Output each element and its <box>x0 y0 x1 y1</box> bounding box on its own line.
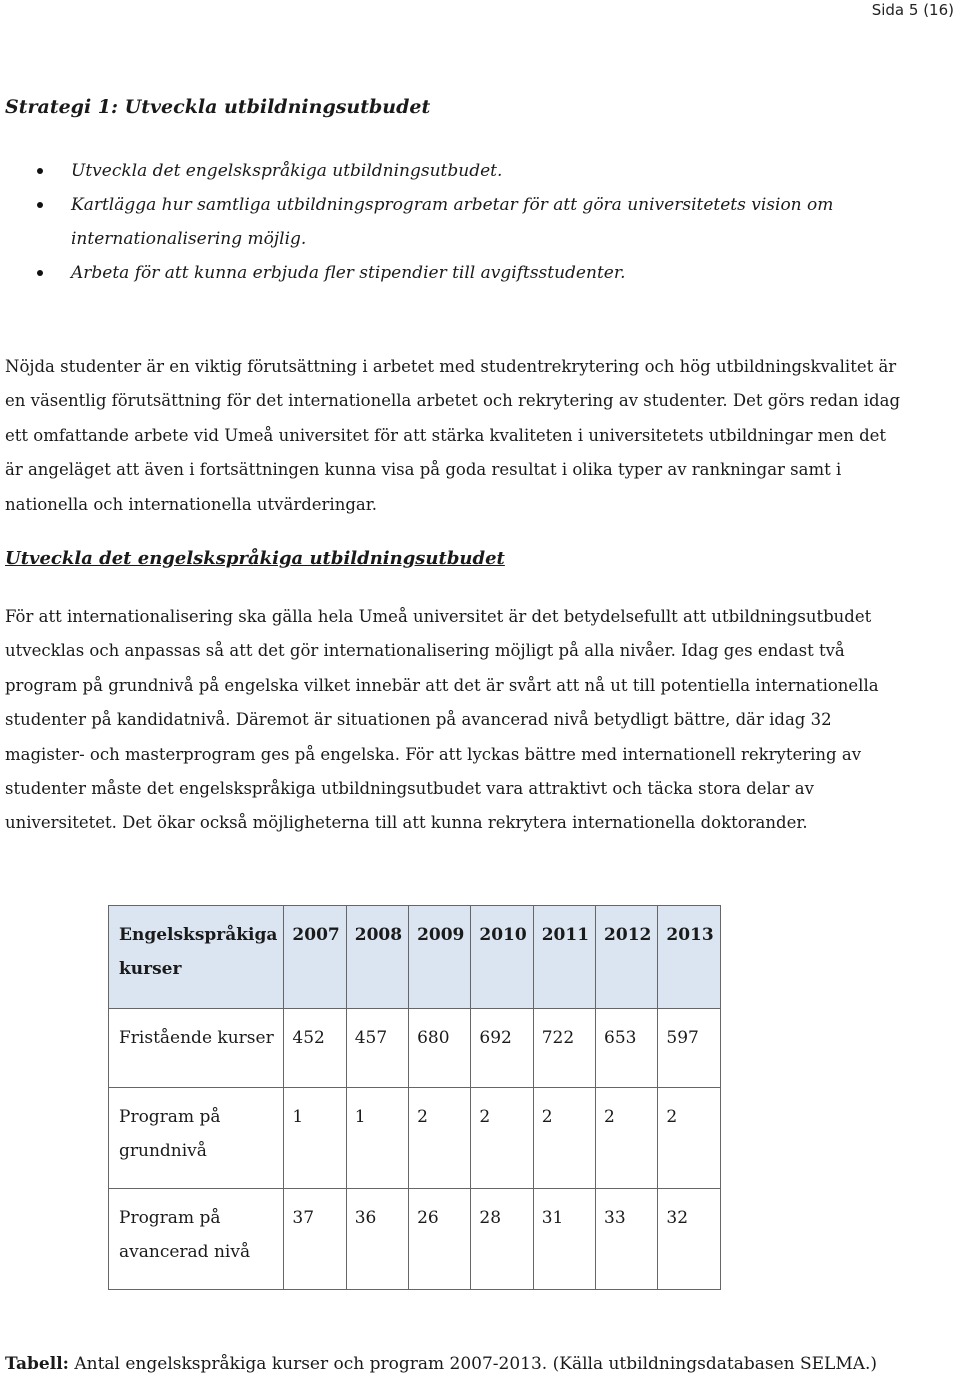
table-cell: 37 <box>284 1189 346 1290</box>
table-cell: 28 <box>471 1189 533 1290</box>
table-cell: 2 <box>471 1088 533 1189</box>
table-row <box>109 1088 721 1189</box>
strategy-heading: Strategi 1: Utveckla utbildningsutbudet <box>5 96 431 118</box>
table-cell: 26 <box>409 1189 471 1290</box>
table-header-cell: Engelskspråkiga kurser <box>109 906 284 1009</box>
bullet-icon <box>37 168 43 174</box>
table-header-cell: 2008 <box>346 906 408 1009</box>
table-cell: 2 <box>533 1088 595 1189</box>
table-cell: 2 <box>596 1088 658 1189</box>
table-header-cell: 2010 <box>471 906 533 1009</box>
table-cell: 31 <box>533 1189 595 1290</box>
list-item <box>5 256 905 290</box>
list-item-text: Kartlägga hur samtliga utbildningsprogram arbetar för att göra universitetets vision om internationalisering möjlig. <box>71 195 834 249</box>
paragraph-english-education: För att internationalisering ska gälla hela Umeå universitet är det betydelsefullt att utbildningsutbudet utvecklas och anpassas så att det gör internationalisering möjligt på alla nivåer. Idag ges endast två program på grundnivå på engelska vilket innebär att det är svårt att nå ut till potentiella internationella studenter på kandidatnivå. Däremot är situationen på avancerad nivå betydligt bättre, där idag 32 magister- och masterprogram ges på engelska. För att lyckas bättre med internationell rekrytering av studenter måste det engelskspråkiga utbildningsutbudet vara attraktivt och täcka stora delar av universitetet. Det ökar också möjligheterna till att kunna rekrytera internationella doktorander. <box>5 607 879 833</box>
table-cell: 33 <box>596 1189 658 1290</box>
table-header-cell: 2013 <box>658 906 720 1009</box>
table-row-label: Program på grundnivå <box>109 1088 284 1189</box>
table-cell: 2 <box>409 1088 471 1189</box>
list-item-text: Utveckla det engelskspråkiga utbildningsutbudet. <box>71 161 503 181</box>
table-cell: 1 <box>284 1088 346 1189</box>
table-cell: 722 <box>533 1009 595 1088</box>
table-cell: 1 <box>346 1088 408 1189</box>
bullet-icon <box>37 202 43 208</box>
table-header-cell: 2007 <box>284 906 346 1009</box>
list-item-text: Arbeta för att kunna erbjuda fler stipendier till avgiftsstudenter. <box>71 263 626 283</box>
section-heading: Utveckla det engelskspråkiga utbildningsutbudet <box>5 548 505 570</box>
table-cell: 597 <box>658 1009 720 1088</box>
list-item <box>5 154 905 188</box>
list-item <box>5 188 905 256</box>
table-cell: 36 <box>346 1189 408 1290</box>
table-cell: 692 <box>471 1009 533 1088</box>
paragraph-student-quality: Nöjda studenter är en viktig förutsättning i arbetet med studentrekrytering och hög utbildningskvalitet är en väsentlig förutsättning för det internationella arbetet och rekrytering av studenter. Det görs redan idag ett omfattande arbete vid Umeå universitet för att stärka kvaliteten i universitetets utbildningar men det är angeläget att även i fortsättningen kunna visa på goda resultat i olika typer av rankningar samt i nationella och internationella utvärderingar. <box>5 357 901 514</box>
table-cell: 653 <box>596 1009 658 1088</box>
table-cell: 2 <box>658 1088 720 1189</box>
table-caption <box>5 1352 877 1376</box>
page-number: Sida 5 (16) <box>871 1 954 19</box>
caption-label: Tabell: <box>5 1354 69 1374</box>
table-cell: 452 <box>284 1009 346 1088</box>
strategy-list <box>5 154 905 290</box>
table-cell: 457 <box>346 1009 408 1088</box>
table-row-label: Fristående kurser <box>109 1009 284 1088</box>
document-body <box>5 90 905 841</box>
table-header-row <box>109 906 721 1009</box>
table-header-cell: 2009 <box>409 906 471 1009</box>
bullet-icon <box>37 270 43 276</box>
table-cell: 680 <box>409 1009 471 1088</box>
table-row <box>109 1189 721 1290</box>
table-cell: 32 <box>658 1189 720 1290</box>
caption-text: Antal engelskspråkiga kurser och program 2007-2013. (Källa utbildningsdatabasen SELMA.) <box>68 1354 878 1374</box>
table-header-cell: 2011 <box>533 906 595 1009</box>
table-row-label: Program på avancerad nivå <box>109 1189 284 1290</box>
courses-table <box>108 905 721 1290</box>
table-header-cell: 2012 <box>596 906 658 1009</box>
table-row <box>109 1009 721 1088</box>
